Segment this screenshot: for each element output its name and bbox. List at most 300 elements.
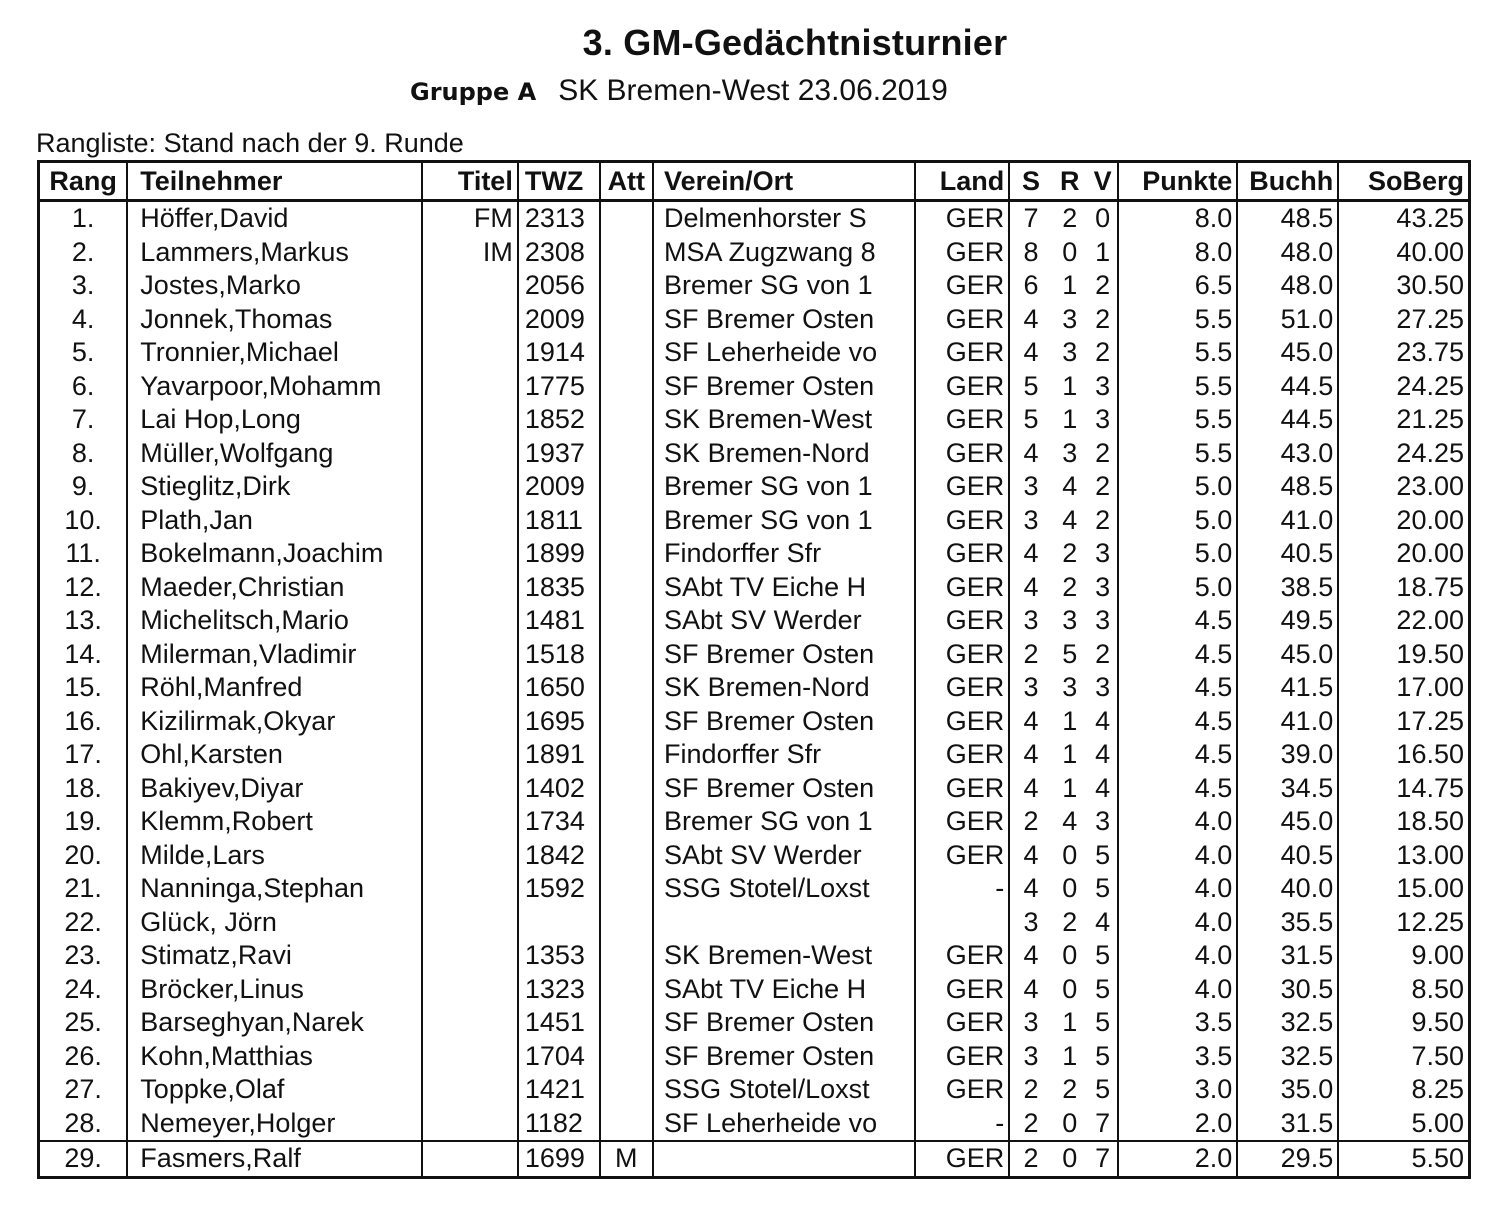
- name-cell: Barseghyan,Narek: [127, 1006, 422, 1040]
- punkte-cell: 4.5: [1118, 638, 1237, 672]
- header-row: [39, 162, 1470, 201]
- att-cell: [600, 939, 653, 973]
- punkte-cell: 6.5: [1118, 269, 1237, 303]
- name-cell: Stieglitz,Dirk: [127, 470, 422, 504]
- remis-cell: 1: [1062, 739, 1078, 770]
- twz-cell: 1835: [518, 571, 600, 605]
- table-row: [39, 504, 1470, 538]
- siege-cell: 3: [1009, 470, 1051, 504]
- name-cell: Jostes,Marko: [127, 269, 422, 303]
- remis-cell: 1: [1062, 772, 1078, 803]
- group-label: Gruppe A: [410, 78, 537, 106]
- soberg-cell: 17.25: [1338, 705, 1469, 739]
- att-cell: [600, 1073, 653, 1107]
- titel-cell: [422, 772, 518, 806]
- table-row: [39, 604, 1470, 638]
- rang-cell: 20.: [39, 839, 128, 873]
- name-cell: Fasmers,Ralf: [127, 1141, 422, 1177]
- remis-cell: 4: [1062, 806, 1078, 837]
- verluste-cell: 3: [1088, 805, 1118, 839]
- punkte-cell: 4.5: [1118, 671, 1237, 705]
- soberg-cell: 23.00: [1338, 470, 1469, 504]
- soberg-cell: 30.50: [1338, 269, 1469, 303]
- header-land: Land: [915, 162, 1009, 201]
- verluste-cell: 5: [1088, 939, 1118, 973]
- soberg-cell: 24.25: [1338, 370, 1469, 404]
- titel-cell: [422, 705, 518, 739]
- twz-cell: 1914: [518, 336, 600, 370]
- land-cell: GER: [915, 772, 1009, 806]
- table-row: [39, 872, 1470, 906]
- soberg-cell: 5.00: [1338, 1107, 1469, 1142]
- table-row: [39, 437, 1470, 471]
- buchh-cell: 44.5: [1237, 370, 1338, 404]
- verluste-cell: 7: [1088, 1107, 1118, 1142]
- name-cell: Michelitsch,Mario: [127, 604, 422, 638]
- land-cell: GER: [915, 201, 1009, 236]
- remis-cell: 2: [1062, 1074, 1078, 1105]
- table-row: [39, 537, 1470, 571]
- table-row: [39, 403, 1470, 437]
- twz-cell: [518, 906, 600, 940]
- remis-cell: 0: [1062, 236, 1078, 267]
- header-buchh: Buchh: [1237, 162, 1338, 201]
- att-cell: [600, 201, 653, 236]
- name-cell: Yavarpoor,Mohamm: [127, 370, 422, 404]
- verein-cell: SK Bremen-Nord: [653, 437, 915, 471]
- remis-cell: 0: [1062, 973, 1078, 1004]
- siege-cell: 4: [1009, 705, 1051, 739]
- verein-cell: SAbt SV Werder: [653, 604, 915, 638]
- rang-cell: 10.: [39, 504, 128, 538]
- att-cell: [600, 638, 653, 672]
- soberg-cell: 40.00: [1338, 236, 1469, 270]
- soberg-cell: 23.75: [1338, 336, 1469, 370]
- land-cell: GER: [915, 738, 1009, 772]
- punkte-cell: 4.5: [1118, 772, 1237, 806]
- punkte-cell: 4.0: [1118, 973, 1237, 1007]
- verein-cell: SF Bremer Osten: [653, 370, 915, 404]
- table-row: [39, 470, 1470, 504]
- land-cell: GER: [915, 303, 1009, 337]
- table-row: [39, 269, 1470, 303]
- name-cell: Tronnier,Michael: [127, 336, 422, 370]
- att-cell: [600, 1040, 653, 1074]
- name-cell: Müller,Wolfgang: [127, 437, 422, 471]
- remis-cell: 3: [1062, 337, 1078, 368]
- att-cell: [600, 671, 653, 705]
- twz-cell: 1323: [518, 973, 600, 1007]
- att-cell: [600, 403, 653, 437]
- buchh-cell: 44.5: [1237, 403, 1338, 437]
- land-cell: GER: [915, 236, 1009, 270]
- remis-cell: 2: [1062, 906, 1078, 937]
- land-cell: GER: [915, 839, 1009, 873]
- twz-cell: 1937: [518, 437, 600, 471]
- verein-cell: SF Bremer Osten: [653, 1006, 915, 1040]
- titel-cell: [422, 1107, 518, 1142]
- twz-cell: 1518: [518, 638, 600, 672]
- titel-cell: [422, 906, 518, 940]
- land-cell: [915, 906, 1009, 940]
- verein-cell: SF Bremer Osten: [653, 1040, 915, 1074]
- punkte-cell: 4.0: [1118, 906, 1237, 940]
- soberg-cell: 18.75: [1338, 571, 1469, 605]
- verein-cell: SK Bremen-West: [653, 939, 915, 973]
- verluste-cell: 3: [1088, 403, 1118, 437]
- buchh-cell: 45.0: [1237, 805, 1338, 839]
- soberg-cell: 24.25: [1338, 437, 1469, 471]
- punkte-cell: 3.0: [1118, 1073, 1237, 1107]
- soberg-cell: 15.00: [1338, 872, 1469, 906]
- table-row: [39, 738, 1470, 772]
- siege-cell: 3: [1009, 504, 1051, 538]
- verluste-cell: 2: [1088, 336, 1118, 370]
- name-cell: Röhl,Manfred: [127, 671, 422, 705]
- siege-cell: 3: [1009, 1006, 1051, 1040]
- verein-cell: Bremer SG von 1: [653, 269, 915, 303]
- remis-cell: 0: [1052, 1141, 1088, 1177]
- name-cell: Lammers,Markus: [127, 236, 422, 270]
- buchh-cell: 41.5: [1237, 671, 1338, 705]
- land-cell: GER: [915, 1073, 1009, 1107]
- land-cell: GER: [915, 805, 1009, 839]
- att-cell: [600, 236, 653, 270]
- verluste-cell: 0: [1088, 201, 1118, 236]
- name-cell: Milerman,Vladimir: [127, 638, 422, 672]
- name-cell: Stimatz,Ravi: [127, 939, 422, 973]
- buchh-cell: 39.0: [1237, 738, 1338, 772]
- buchh-cell: 41.0: [1237, 705, 1338, 739]
- verluste-cell: 4: [1088, 738, 1118, 772]
- land-cell: GER: [915, 571, 1009, 605]
- verluste-cell: 2: [1088, 303, 1118, 337]
- att-cell: [600, 537, 653, 571]
- rang-cell: 6.: [39, 370, 128, 404]
- verluste-cell: 2: [1088, 437, 1118, 471]
- table-row: [39, 638, 1470, 672]
- buchh-cell: 34.5: [1237, 772, 1338, 806]
- rang-cell: 27.: [39, 1073, 128, 1107]
- rang-cell: 4.: [39, 303, 128, 337]
- buchh-cell: 43.0: [1237, 437, 1338, 471]
- verluste-cell: 4: [1088, 906, 1118, 940]
- punkte-cell: 2.0: [1118, 1107, 1237, 1142]
- land-cell: GER: [915, 973, 1009, 1007]
- buchh-cell: 51.0: [1237, 303, 1338, 337]
- punkte-cell: 5.5: [1118, 370, 1237, 404]
- table-row: [39, 1006, 1470, 1040]
- buchh-cell: 31.5: [1237, 1107, 1338, 1142]
- att-cell: [600, 370, 653, 404]
- verein-cell: Bremer SG von 1: [653, 470, 915, 504]
- verluste-cell: 5: [1088, 839, 1118, 873]
- soberg-cell: 22.00: [1338, 604, 1469, 638]
- soberg-cell: 19.50: [1338, 638, 1469, 672]
- land-cell: GER: [915, 1040, 1009, 1074]
- rang-cell: 19.: [39, 805, 128, 839]
- siege-cell: 4: [1009, 973, 1051, 1007]
- twz-cell: 2009: [518, 303, 600, 337]
- punkte-cell: 4.0: [1118, 939, 1237, 973]
- land-cell: -: [915, 1107, 1009, 1142]
- soberg-cell: 7.50: [1338, 1040, 1469, 1074]
- verein-cell: SSG Stotel/Loxst: [653, 872, 915, 906]
- header-teilnehmer: Teilnehmer: [127, 162, 422, 201]
- land-cell: GER: [915, 537, 1009, 571]
- rang-cell: 3.: [39, 269, 128, 303]
- name-cell: Bakiyev,Diyar: [127, 772, 422, 806]
- twz-cell: 1811: [518, 504, 600, 538]
- soberg-cell: 12.25: [1338, 906, 1469, 940]
- name-cell: Klemm,Robert: [127, 805, 422, 839]
- verluste-cell: 1: [1088, 236, 1118, 270]
- verein-cell: SF Leherheide vo: [653, 1107, 915, 1142]
- name-cell: Toppke,Olaf: [127, 1073, 422, 1107]
- titel-cell: [422, 1006, 518, 1040]
- header-rang: Rang: [39, 162, 128, 201]
- verluste-cell: 3: [1088, 537, 1118, 571]
- buchh-cell: 32.5: [1237, 1040, 1338, 1074]
- table-row: [39, 1107, 1470, 1142]
- punkte-cell: 8.0: [1118, 201, 1237, 236]
- buchh-cell: 31.5: [1237, 939, 1338, 973]
- rang-cell: 17.: [39, 738, 128, 772]
- land-cell: GER: [915, 470, 1009, 504]
- verein-cell: SF Bremer Osten: [653, 705, 915, 739]
- rang-cell: 9.: [39, 470, 128, 504]
- att-cell: [600, 336, 653, 370]
- punkte-cell: 5.0: [1118, 571, 1237, 605]
- table-row: [39, 1040, 1470, 1074]
- twz-cell: 1650: [518, 671, 600, 705]
- header-v: V: [1088, 162, 1118, 201]
- land-cell: GER: [915, 504, 1009, 538]
- titel-cell: [422, 839, 518, 873]
- name-cell: Ohl,Karsten: [127, 738, 422, 772]
- table-row: [39, 370, 1470, 404]
- twz-cell: 1451: [518, 1006, 600, 1040]
- soberg-cell: 8.50: [1338, 973, 1469, 1007]
- remis-cell: 1: [1062, 705, 1078, 736]
- twz-cell: 1734: [518, 805, 600, 839]
- soberg-cell: 8.25: [1338, 1073, 1469, 1107]
- siege-cell: 2: [1009, 1141, 1051, 1177]
- att-cell: [600, 1006, 653, 1040]
- punkte-cell: 4.0: [1118, 839, 1237, 873]
- land-cell: GER: [915, 1141, 1009, 1177]
- name-cell: Milde,Lars: [127, 839, 422, 873]
- buchh-cell: 29.5: [1237, 1141, 1338, 1177]
- land-cell: GER: [915, 1006, 1009, 1040]
- table-row: [39, 705, 1470, 739]
- siege-cell: 4: [1009, 336, 1051, 370]
- soberg-cell: 9.50: [1338, 1006, 1469, 1040]
- name-cell: Lai Hop,Long: [127, 403, 422, 437]
- verein-cell: SK Bremen-West: [653, 403, 915, 437]
- siege-cell: 3: [1009, 906, 1051, 940]
- buchh-cell: 45.0: [1237, 638, 1338, 672]
- siege-cell: 5: [1009, 403, 1051, 437]
- buchh-cell: 40.0: [1237, 872, 1338, 906]
- punkte-cell: 4.0: [1118, 805, 1237, 839]
- table-row: [39, 1073, 1470, 1107]
- verein-cell: [653, 1141, 915, 1177]
- att-cell: [600, 470, 653, 504]
- punkte-cell: 3.5: [1118, 1006, 1237, 1040]
- verluste-cell: 7: [1088, 1141, 1118, 1177]
- buchh-cell: 41.0: [1237, 504, 1338, 538]
- verein-cell: Delmenhorster S: [653, 201, 915, 236]
- att-cell: [600, 906, 653, 940]
- remis-cell: 2: [1062, 203, 1078, 234]
- titel-cell: [422, 1141, 518, 1177]
- siege-cell: 4: [1009, 939, 1051, 973]
- att-cell: [600, 571, 653, 605]
- punkte-cell: 5.5: [1118, 403, 1237, 437]
- titel-cell: IM: [422, 236, 518, 270]
- buchh-cell: 35.5: [1237, 906, 1338, 940]
- punkte-cell: 4.5: [1118, 604, 1237, 638]
- punkte-cell: 4.5: [1118, 705, 1237, 739]
- siege-cell: 4: [1009, 839, 1051, 873]
- verein-cell: SSG Stotel/Loxst: [653, 1073, 915, 1107]
- header-titel: Titel: [422, 162, 518, 201]
- verluste-cell: 3: [1088, 370, 1118, 404]
- att-cell: [600, 504, 653, 538]
- verein-cell: Findorffer Sfr: [653, 537, 915, 571]
- table-row: [39, 201, 1470, 236]
- buchh-cell: 35.0: [1237, 1073, 1338, 1107]
- verein-cell: Bremer SG von 1: [653, 504, 915, 538]
- rang-cell: 21.: [39, 872, 128, 906]
- table-row: [39, 772, 1470, 806]
- twz-cell: 1891: [518, 738, 600, 772]
- punkte-cell: 3.5: [1118, 1040, 1237, 1074]
- land-cell: -: [915, 872, 1009, 906]
- att-cell: [600, 705, 653, 739]
- siege-cell: 2: [1009, 1107, 1051, 1142]
- punkte-cell: 2.0: [1118, 1141, 1237, 1177]
- punkte-cell: 5.5: [1118, 303, 1237, 337]
- att-cell: [600, 973, 653, 1007]
- att-cell: [600, 872, 653, 906]
- soberg-cell: 21.25: [1338, 403, 1469, 437]
- buchh-cell: 38.5: [1237, 571, 1338, 605]
- att-cell: [600, 738, 653, 772]
- titel-cell: [422, 571, 518, 605]
- standings-caption: Rangliste: Stand nach der 9. Runde: [36, 128, 464, 158]
- name-cell: Bokelmann,Joachim: [127, 537, 422, 571]
- punkte-cell: 8.0: [1118, 236, 1237, 270]
- att-cell: [600, 839, 653, 873]
- rang-cell: 29.: [39, 1141, 128, 1177]
- remis-cell: 0: [1062, 940, 1078, 971]
- table-row: [39, 839, 1470, 873]
- remis-cell: 0: [1062, 839, 1078, 870]
- punkte-cell: 4.5: [1118, 738, 1237, 772]
- soberg-cell: 14.75: [1338, 772, 1469, 806]
- siege-cell: 2: [1009, 805, 1051, 839]
- land-cell: GER: [915, 269, 1009, 303]
- verluste-cell: 5: [1088, 1006, 1118, 1040]
- remis-cell: 2: [1062, 538, 1078, 569]
- verluste-cell: 2: [1088, 269, 1118, 303]
- soberg-cell: 16.50: [1338, 738, 1469, 772]
- rang-cell: 1.: [39, 201, 128, 236]
- siege-cell: 4: [1009, 738, 1051, 772]
- siege-cell: 6: [1009, 269, 1051, 303]
- rang-cell: 13.: [39, 604, 128, 638]
- land-cell: GER: [915, 604, 1009, 638]
- twz-cell: 2308: [518, 236, 600, 270]
- titel-cell: [422, 403, 518, 437]
- titel-cell: [422, 303, 518, 337]
- punkte-cell: 5.5: [1118, 336, 1237, 370]
- document-subtitle: [410, 74, 948, 108]
- buchh-cell: 40.5: [1237, 839, 1338, 873]
- soberg-cell: 13.00: [1338, 839, 1469, 873]
- name-cell: Bröcker,Linus: [127, 973, 422, 1007]
- soberg-cell: 5.50: [1338, 1141, 1469, 1177]
- twz-cell: 1842: [518, 839, 600, 873]
- name-cell: Kizilirmak,Okyar: [127, 705, 422, 739]
- name-cell: Plath,Jan: [127, 504, 422, 538]
- siege-cell: 3: [1009, 671, 1051, 705]
- land-cell: GER: [915, 370, 1009, 404]
- name-cell: Glück, Jörn: [127, 906, 422, 940]
- soberg-cell: 43.25: [1338, 201, 1469, 236]
- verluste-cell: 5: [1088, 1040, 1118, 1074]
- name-cell: Nemeyer,Holger: [127, 1107, 422, 1142]
- rang-cell: 28.: [39, 1107, 128, 1142]
- soberg-cell: 18.50: [1338, 805, 1469, 839]
- rang-cell: 2.: [39, 236, 128, 270]
- titel-cell: [422, 470, 518, 504]
- titel-cell: FM: [422, 201, 518, 236]
- soberg-cell: 17.00: [1338, 671, 1469, 705]
- remis-cell: 1: [1062, 1040, 1078, 1071]
- titel-cell: [422, 671, 518, 705]
- verluste-cell: 2: [1088, 504, 1118, 538]
- verein-cell: [653, 906, 915, 940]
- event-label: SK Bremen-West 23.06.2019: [558, 74, 948, 107]
- verein-cell: SAbt SV Werder: [653, 839, 915, 873]
- twz-cell: 1704: [518, 1040, 600, 1074]
- titel-cell: [422, 537, 518, 571]
- header-att: Att: [600, 162, 653, 201]
- rang-cell: 24.: [39, 973, 128, 1007]
- remis-cell: 4: [1062, 471, 1078, 502]
- land-cell: GER: [915, 437, 1009, 471]
- remis-cell: 5: [1062, 638, 1078, 669]
- remis-cell: 3: [1062, 605, 1078, 636]
- titel-cell: [422, 805, 518, 839]
- name-cell: Kohn,Matthias: [127, 1040, 422, 1074]
- name-cell: Nanninga,Stephan: [127, 872, 422, 906]
- siege-cell: 4: [1009, 571, 1051, 605]
- buchh-cell: 48.5: [1237, 201, 1338, 236]
- table-row: [39, 671, 1470, 705]
- verluste-cell: 3: [1088, 671, 1118, 705]
- land-cell: GER: [915, 939, 1009, 973]
- twz-cell: 1353: [518, 939, 600, 973]
- table-row: [39, 906, 1470, 940]
- rang-cell: 8.: [39, 437, 128, 471]
- verluste-cell: 2: [1088, 638, 1118, 672]
- remis-cell: 1: [1062, 270, 1078, 301]
- twz-cell: 2313: [518, 201, 600, 236]
